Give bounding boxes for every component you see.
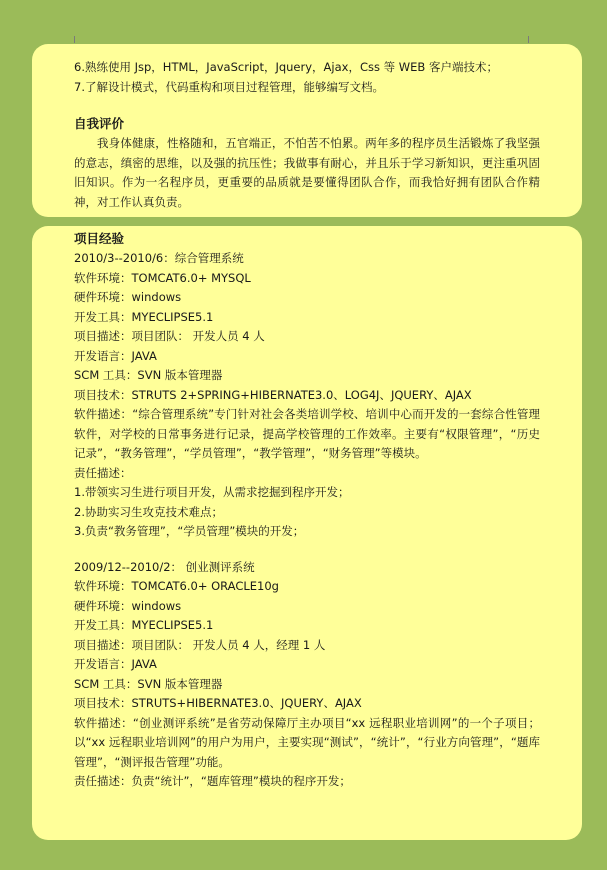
development-tools: 开发工具：MYECLIPSE5.1	[74, 618, 214, 632]
self-evaluation-heading: 自我评价	[74, 116, 125, 131]
skill-item-6: 6.熟练使用 Jsp，HTML，JavaScript，Jquery，Ajax，Css 等 WEB 客户端技术；	[74, 60, 498, 74]
software-environment: 软件环境：TOMCAT6.0+ MYSQL	[74, 270, 251, 285]
software-description: 软件描述：“综合管理系统”专门针对社会各类培训学校、培训中心而开发的一套综合性管理软件，对学校的日常事务进行记录，提高学校管理的工作效率。主要有“权限管理”，“历史记录”，“教务管理”，“学员管理”，“教学管理”，“财务管理”等模块。	[74, 407, 540, 460]
hardware-environment: 硬件环境：windows	[74, 290, 182, 304]
responsibility-label: 责任描述：	[74, 465, 132, 480]
development-language: 开发语言：JAVA	[74, 657, 157, 671]
project-experience-heading: 项目经验	[74, 231, 125, 246]
project-title: 2010/3--2010/6：综合管理系统	[74, 251, 244, 265]
development-tools: 开发工具：MYECLIPSE5.1	[74, 309, 214, 324]
project-team: 项目描述：项目团队： 开发人员 4 人，经理 1 人	[74, 637, 326, 652]
scm-tool: SCM 工具：SVN 版本管理器	[74, 368, 223, 382]
project-technology: 项目技术：STRUTS 2+SPRING+HIBERNATE3.0、LOG4J、JQUERY、AJAX	[74, 387, 472, 402]
self-evaluation-text: 我身体健康，性格随和，五官端正，不怕苦不怕累。两年多的程序员生活锻炼了我坚强的意志，缜密的思维，以及强的抗压性；我做事有耐心，并且乐于学习新知识，更注重巩固旧知识。作为一名程序员，更重要的品质就是要懂得团队合作，而我恰好拥有团队合作精神，对工作认真负责。	[74, 136, 540, 209]
project-title: 2009/12--2010/2： 创业测评系统	[74, 559, 255, 574]
margin-mark-right	[528, 36, 529, 43]
spacer	[74, 542, 540, 558]
responsibility-item-3: 3.负责“教务管理”，“学员管理”模块的开发；	[74, 524, 305, 538]
project-1	[74, 249, 540, 542]
responsibility-item-2: 2.协助实习生攻克技术难点；	[74, 504, 223, 519]
responsibility-item-1: 1.带领实习生进行项目开发，从需求挖掘到程序开发；	[74, 485, 350, 499]
project-2	[74, 558, 540, 792]
project-technology: 项目技术：STRUTS+HIBERNATE3.0、JQUERY、AJAX	[74, 696, 362, 710]
project-team: 项目描述：项目团队： 开发人员 4 人	[74, 329, 265, 343]
software-environment: 软件环境：TOMCAT6.0+ ORACLE10g	[74, 579, 279, 593]
scm-tool: SCM 工具：SVN 版本管理器	[74, 676, 223, 691]
project-experience-card	[32, 226, 582, 840]
development-language: 开发语言：JAVA	[74, 348, 157, 363]
spacer	[74, 97, 540, 114]
software-description: 软件描述：“创业测评系统”是省劳动保障厅主办项目“xx 远程职业培训网”的一个子项目；以“xx 远程职业培训网”的用户为用户，主要实现“测试”，“统计”，“行业方向管理”，“题库管理”，“测评报告管理”功能。	[74, 715, 540, 769]
responsibility-description: 责任描述：负责“统计”，“题库管理”模块的程序开发；	[74, 774, 351, 788]
margin-mark-left	[74, 36, 75, 43]
skill-item-7: 7.了解设计模式，代码重构和项目过程管理，能够编写文档。	[74, 79, 384, 94]
hardware-environment: 硬件环境：windows	[74, 598, 182, 613]
skills-self-evaluation-card	[32, 44, 582, 217]
